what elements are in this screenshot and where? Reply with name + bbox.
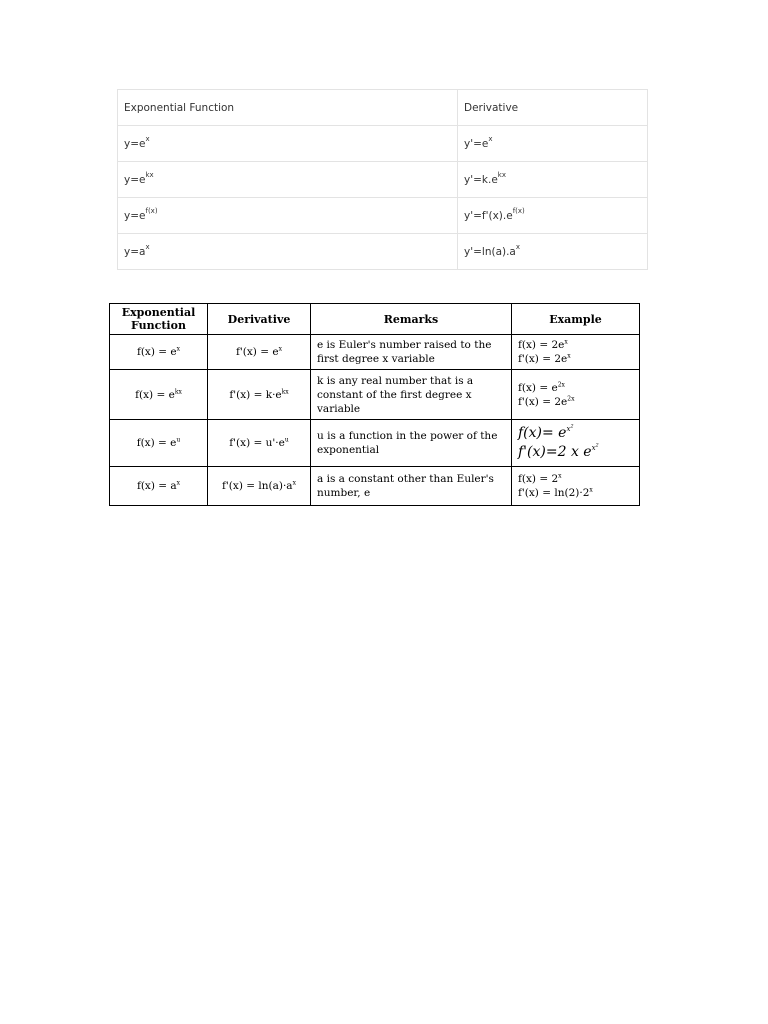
- example-cell: [512, 467, 640, 506]
- example-function: $f(x) = 2e^x$: [518, 338, 568, 351]
- table-row: [110, 420, 640, 467]
- function-cell: $f(x) = e^{kx}$: [110, 370, 208, 420]
- remark-cell: u is a function in the power of the exponential: [311, 420, 512, 467]
- derivative-table-simple: [117, 89, 648, 270]
- remark-cell: a is a constant other than Euler's number, e: [311, 467, 512, 506]
- table-row: [118, 162, 648, 198]
- table-row: [110, 370, 640, 420]
- function-cell: $y=e^x$: [118, 126, 458, 162]
- example-derivative: $f'(x) = 2e^{2x}$: [518, 395, 575, 408]
- table-row: [118, 126, 648, 162]
- function-cell: $y=a^x$: [118, 234, 458, 270]
- table-row: [118, 198, 648, 234]
- example-function: $f(x) = e^{2x}$: [518, 381, 565, 394]
- header-exponential-function: Exponential Function: [118, 90, 458, 126]
- example-function: $f(x) = 2^x$: [518, 472, 562, 485]
- function-cell: $y=e^{f(x)}$: [118, 198, 458, 234]
- derivative-cell: $f'(x) = k\cdot e^{kx}$: [208, 370, 311, 420]
- table-header-row: [118, 90, 648, 126]
- derivative-cell: $y'=e^x$: [458, 126, 648, 162]
- function-cell: $f(x) = e^u$: [110, 420, 208, 467]
- table-row: [110, 335, 640, 370]
- derivative-cell: $f'(x) = u'\cdot e^u$: [208, 420, 311, 467]
- header-remarks: Remarks: [311, 304, 512, 335]
- remark-cell: k is any real number that is a constant of the first degree x variable: [311, 370, 512, 420]
- remark-cell: e is Euler's number raised to the first degree x variable: [311, 335, 512, 370]
- function-cell: $f(x) = e^x$: [110, 335, 208, 370]
- function-cell: $f(x) = a^x$: [110, 467, 208, 506]
- example-cell: [512, 370, 640, 420]
- derivative-cell: $y'=f'(x).e^{f(x)}$: [458, 198, 648, 234]
- header-example: Example: [512, 304, 640, 335]
- function-cell: $y=e^{kx}$: [118, 162, 458, 198]
- header-derivative: Derivative: [458, 90, 648, 126]
- example-derivative: f'(x)=2 x $e^{x^2}$: [518, 443, 599, 460]
- derivative-cell: $f'(x) = \ln(a)\cdot a^x$: [208, 467, 311, 506]
- header-derivative: Derivative: [208, 304, 311, 335]
- table-header-row: [110, 304, 640, 335]
- example-derivative: $f'(x) = 2e^x$: [518, 352, 571, 365]
- example-function: $f(x)= e^{x^2}$: [518, 424, 574, 441]
- derivative-cell: $y'=k.e^{kx}$: [458, 162, 648, 198]
- table-row: [118, 234, 648, 270]
- example-derivative: $f'(x) = \ln(2)\cdot 2^x$: [518, 486, 593, 499]
- table-row: [110, 467, 640, 506]
- derivative-cell: $y'=\ln(a).a^x$: [458, 234, 648, 270]
- derivative-cell: $f'(x) = e^x$: [208, 335, 311, 370]
- derivative-table-detailed: [109, 303, 640, 506]
- header-exponential-function: Exponential Function: [110, 304, 208, 335]
- example-cell: [512, 335, 640, 370]
- example-cell: [512, 420, 640, 467]
